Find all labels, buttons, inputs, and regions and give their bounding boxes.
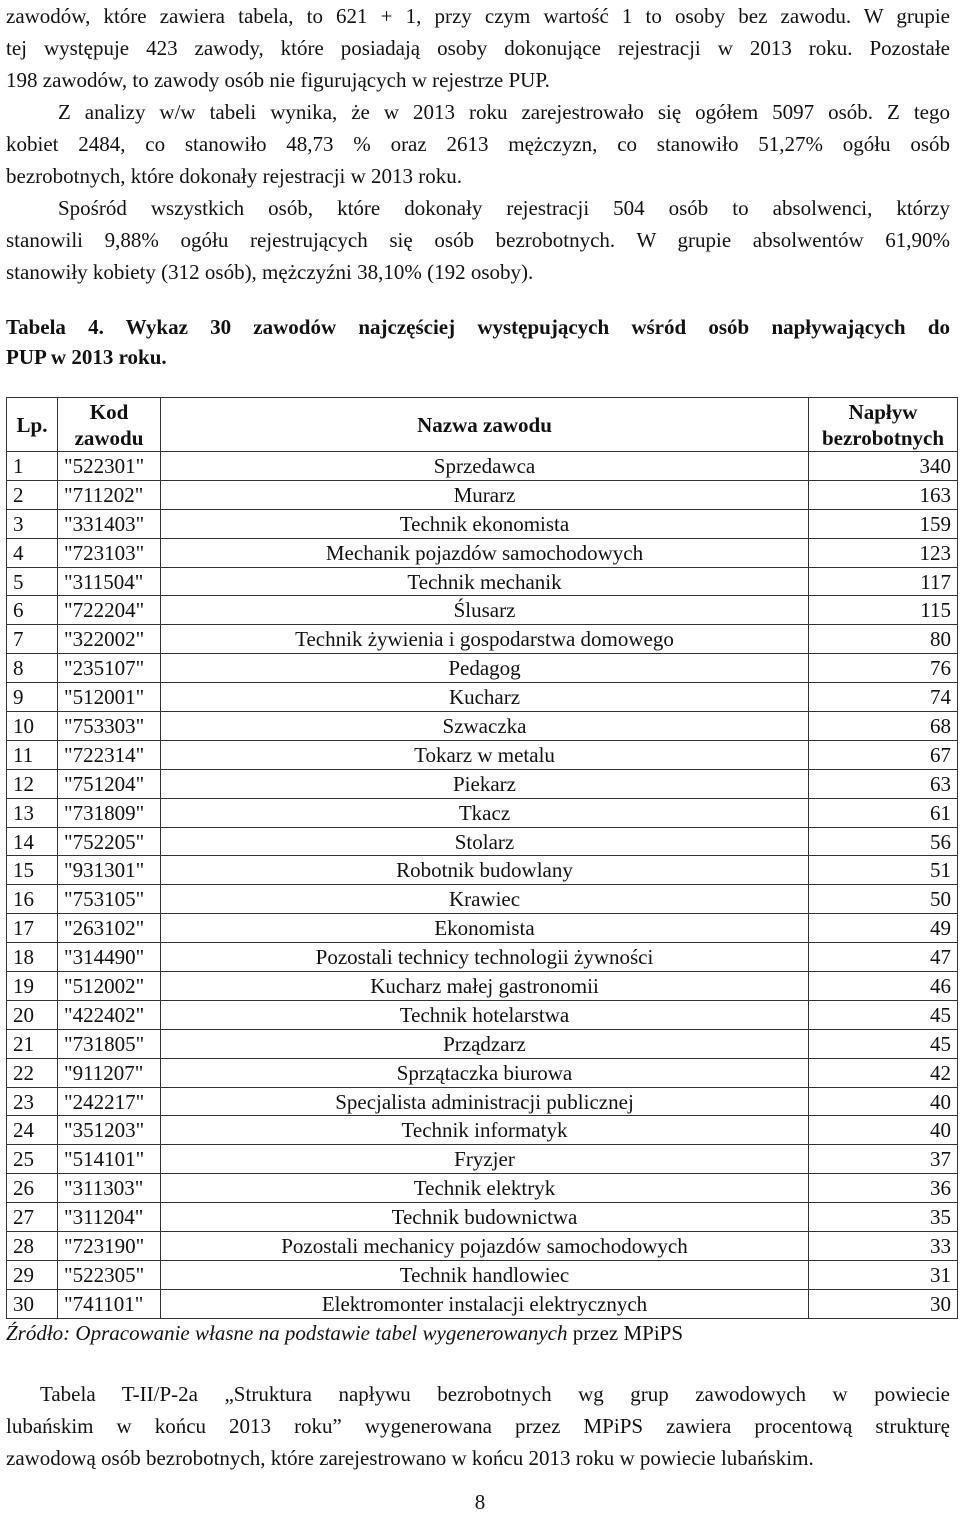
row-lp: 19 [7,972,58,1001]
row-name: Pozostali mechanicy pojazdów samochodowych [161,1232,809,1261]
table-caption-line: PUP w 2013 roku. [6,345,167,369]
row-kod: "522301" [58,452,161,481]
header-kod-line1: Kod [89,399,129,424]
row-inflow: 35 [809,1203,958,1232]
analysis-paragraph [6,96,950,192]
row-inflow: 36 [809,1174,958,1203]
table-row [7,798,958,827]
table-row [7,683,958,712]
row-inflow: 80 [809,625,958,654]
row-lp: 12 [7,769,58,798]
row-inflow: 115 [809,596,958,625]
row-name: Specjalista administracji publicznej [161,1087,809,1116]
row-inflow: 40 [809,1116,958,1145]
table-row [7,827,958,856]
row-name: Ekonomista [161,914,809,943]
row-lp: 23 [7,1087,58,1116]
row-kod: "911207" [58,1058,161,1087]
row-name: Sprzedawca [161,452,809,481]
row-kod: "311303" [58,1174,161,1203]
intro-line: tej występuje 423 zawody, które posiadają osoby dokonujące rejestracji w 2013 roku. Pozostałe [6,36,950,60]
row-name: Kucharz małej gastronomii [161,972,809,1001]
closing-paragraph [6,1378,950,1474]
row-lp: 30 [7,1289,58,1318]
row-name: Sprzątaczka biurowa [161,1058,809,1087]
occupations-table [6,397,958,1319]
row-lp: 17 [7,914,58,943]
row-inflow: 49 [809,914,958,943]
row-name: Technik budownictwa [161,1203,809,1232]
graduates-line: Spośród wszystkich osób, które dokonały rejestracji 504 osób to absolwenci, którzy [58,196,950,220]
row-lp: 6 [7,596,58,625]
row-name: Piekarz [161,769,809,798]
row-kod: "422402" [58,1000,161,1029]
row-kod: "931301" [58,856,161,885]
row-kod: "753105" [58,885,161,914]
row-name: Technik mechanik [161,567,809,596]
row-kod: "522305" [58,1260,161,1289]
row-lp: 5 [7,567,58,596]
row-lp: 21 [7,1029,58,1058]
table-row [7,856,958,885]
table-row [7,480,958,509]
table-row [7,769,958,798]
intro-paragraph [6,0,950,96]
row-name: Technik handlowiec [161,1260,809,1289]
row-inflow: 159 [809,509,958,538]
row-kod: "242217" [58,1087,161,1116]
row-inflow: 45 [809,1029,958,1058]
table-row [7,625,958,654]
table-row [7,538,958,567]
row-kod: "311504" [58,567,161,596]
row-inflow: 61 [809,798,958,827]
table-row [7,452,958,481]
row-name: Technik hotelarstwa [161,1000,809,1029]
row-inflow: 51 [809,856,958,885]
row-lp: 10 [7,712,58,741]
table-row [7,1260,958,1289]
row-lp: 22 [7,1058,58,1087]
row-kod: "752205" [58,827,161,856]
row-lp: 29 [7,1260,58,1289]
header-inflow-line1: Napływ [848,399,918,424]
row-name: Krawiec [161,885,809,914]
row-inflow: 340 [809,452,958,481]
row-kod: "322002" [58,625,161,654]
table-row [7,712,958,741]
row-kod: "711202" [58,480,161,509]
table-row [7,885,958,914]
row-name: Pozostali technicy technologii żywności [161,943,809,972]
row-inflow: 117 [809,567,958,596]
row-kod: "731809" [58,798,161,827]
row-lp: 14 [7,827,58,856]
table-row [7,509,958,538]
row-lp: 27 [7,1203,58,1232]
row-kod: "314490" [58,943,161,972]
row-name: Fryzjer [161,1145,809,1174]
graduates-line: stanowili 9,88% ogółu rejestrujących się osób bezrobotnych. W grupie absolwentów 61,90% [6,228,950,252]
table-row [7,1116,958,1145]
source-italic: Źródło: Opracowanie własne na podstawie tabel wygenerowanych [6,1321,568,1345]
row-lp: 16 [7,885,58,914]
source-normal: przez MPiPS [567,1321,684,1345]
row-kod: "753303" [58,712,161,741]
header-name: Nazwa zawodu [161,398,809,452]
table-row [7,1029,958,1058]
row-lp: 3 [7,509,58,538]
row-kod: "331403" [58,509,161,538]
row-name: Prządzarz [161,1029,809,1058]
row-name: Robotnik budowlany [161,856,809,885]
header-kod [58,398,161,452]
row-name: Kucharz [161,683,809,712]
table-row [7,1203,958,1232]
table-caption-line: Tabela 4. Wykaz 30 zawodów najczęściej występujących wśród osób napływających do [6,315,950,339]
row-name: Technik żywienia i gospodarstwa domowego [161,625,809,654]
row-kod: "723190" [58,1232,161,1261]
row-inflow: 68 [809,712,958,741]
row-inflow: 123 [809,538,958,567]
row-inflow: 56 [809,827,958,856]
row-lp: 18 [7,943,58,972]
row-name: Murarz [161,480,809,509]
row-name: Stolarz [161,827,809,856]
row-kod: "722204" [58,596,161,625]
row-kod: "512002" [58,972,161,1001]
row-lp: 20 [7,1000,58,1029]
row-lp: 26 [7,1174,58,1203]
row-inflow: 63 [809,769,958,798]
row-name: Tokarz w metalu [161,740,809,769]
header-kod-line2: zawodu [74,425,144,450]
closing-line: lubańskim w końcu 2013 roku” wygenerowana przez MPiPS zawiera procentową strukturę [6,1414,950,1438]
row-kod: "311204" [58,1203,161,1232]
row-kod: "235107" [58,654,161,683]
row-lp: 1 [7,452,58,481]
table-caption [6,312,950,372]
row-lp: 25 [7,1145,58,1174]
row-name: Technik ekonomista [161,509,809,538]
row-name: Ślusarz [161,596,809,625]
graduates-paragraph [6,192,950,288]
row-kod: "741101" [58,1289,161,1318]
table-row [7,596,958,625]
header-inflow [809,398,958,452]
table-row [7,943,958,972]
header-inflow-line2: bezrobotnych [821,425,945,450]
row-lp: 7 [7,625,58,654]
row-kod: "263102" [58,914,161,943]
table-row [7,1087,958,1116]
row-name: Pedagog [161,654,809,683]
table-row [7,1232,958,1261]
row-inflow: 76 [809,654,958,683]
row-lp: 11 [7,740,58,769]
table-row [7,567,958,596]
graduates-line: stanowiły kobiety (312 osób), mężczyźni 38,10% (192 osoby). [6,260,534,284]
row-inflow: 37 [809,1145,958,1174]
row-inflow: 50 [809,885,958,914]
header-lp: Lp. [7,398,58,452]
row-kod: "512001" [58,683,161,712]
table-row [7,740,958,769]
table-row [7,1289,958,1318]
intro-line: zawodów, które zawiera tabela, to 621 + 1, przy czym wartość 1 to osoby bez zawodu. W grupie [6,4,950,28]
row-kod: "723103" [58,538,161,567]
intro-line: 198 zawodów, to zawody osób nie figurujących w rejestrze PUP. [6,68,550,92]
row-name: Szwaczka [161,712,809,741]
row-lp: 28 [7,1232,58,1261]
row-kod: "514101" [58,1145,161,1174]
row-kod: "731805" [58,1029,161,1058]
table-row [7,972,958,1001]
table-row [7,1145,958,1174]
table-header-row [7,398,958,452]
row-name: Mechanik pojazdów samochodowych [161,538,809,567]
row-inflow: 74 [809,683,958,712]
row-lp: 9 [7,683,58,712]
row-lp: 2 [7,480,58,509]
row-inflow: 47 [809,943,958,972]
row-inflow: 31 [809,1260,958,1289]
analysis-line: bezrobotnych, które dokonały rejestracji w 2013 roku. [6,164,463,188]
row-lp: 15 [7,856,58,885]
row-inflow: 42 [809,1058,958,1087]
row-inflow: 45 [809,1000,958,1029]
row-inflow: 46 [809,972,958,1001]
table-row [7,654,958,683]
row-name: Tkacz [161,798,809,827]
row-kod: "351203" [58,1116,161,1145]
analysis-line: Z analizy w/w tabeli wynika, że w 2013 roku zarejestrowało się ogółem 5097 osób. Z tego [58,100,950,124]
row-lp: 8 [7,654,58,683]
row-inflow: 30 [809,1289,958,1318]
row-lp: 24 [7,1116,58,1145]
row-kod: "722314" [58,740,161,769]
row-inflow: 40 [809,1087,958,1116]
analysis-line: kobiet 2484, co stanowiło 48,73 % oraz 2613 mężczyzn, co stanowiło 51,27% ogółu osób [6,132,950,156]
row-lp: 13 [7,798,58,827]
table-row [7,1058,958,1087]
row-name: Technik informatyk [161,1116,809,1145]
table-row [7,914,958,943]
row-name: Technik elektryk [161,1174,809,1203]
table-row [7,1000,958,1029]
row-inflow: 163 [809,480,958,509]
closing-line: Tabela T-II/P-2a „Struktura napływu bezrobotnych wg grup zawodowych w powiecie [40,1382,950,1406]
row-kod: "751204" [58,769,161,798]
source-note [6,1318,683,1348]
closing-line: zawodową osób bezrobotnych, które zarejestrowano w końcu 2013 roku w powiecie lubańskim. [6,1446,814,1470]
table-body [7,452,958,1319]
table-row [7,1174,958,1203]
row-lp: 4 [7,538,58,567]
row-inflow: 67 [809,740,958,769]
row-name: Elektromonter instalacji elektrycznych [161,1289,809,1318]
page-number: 8 [474,1490,486,1514]
row-inflow: 33 [809,1232,958,1261]
